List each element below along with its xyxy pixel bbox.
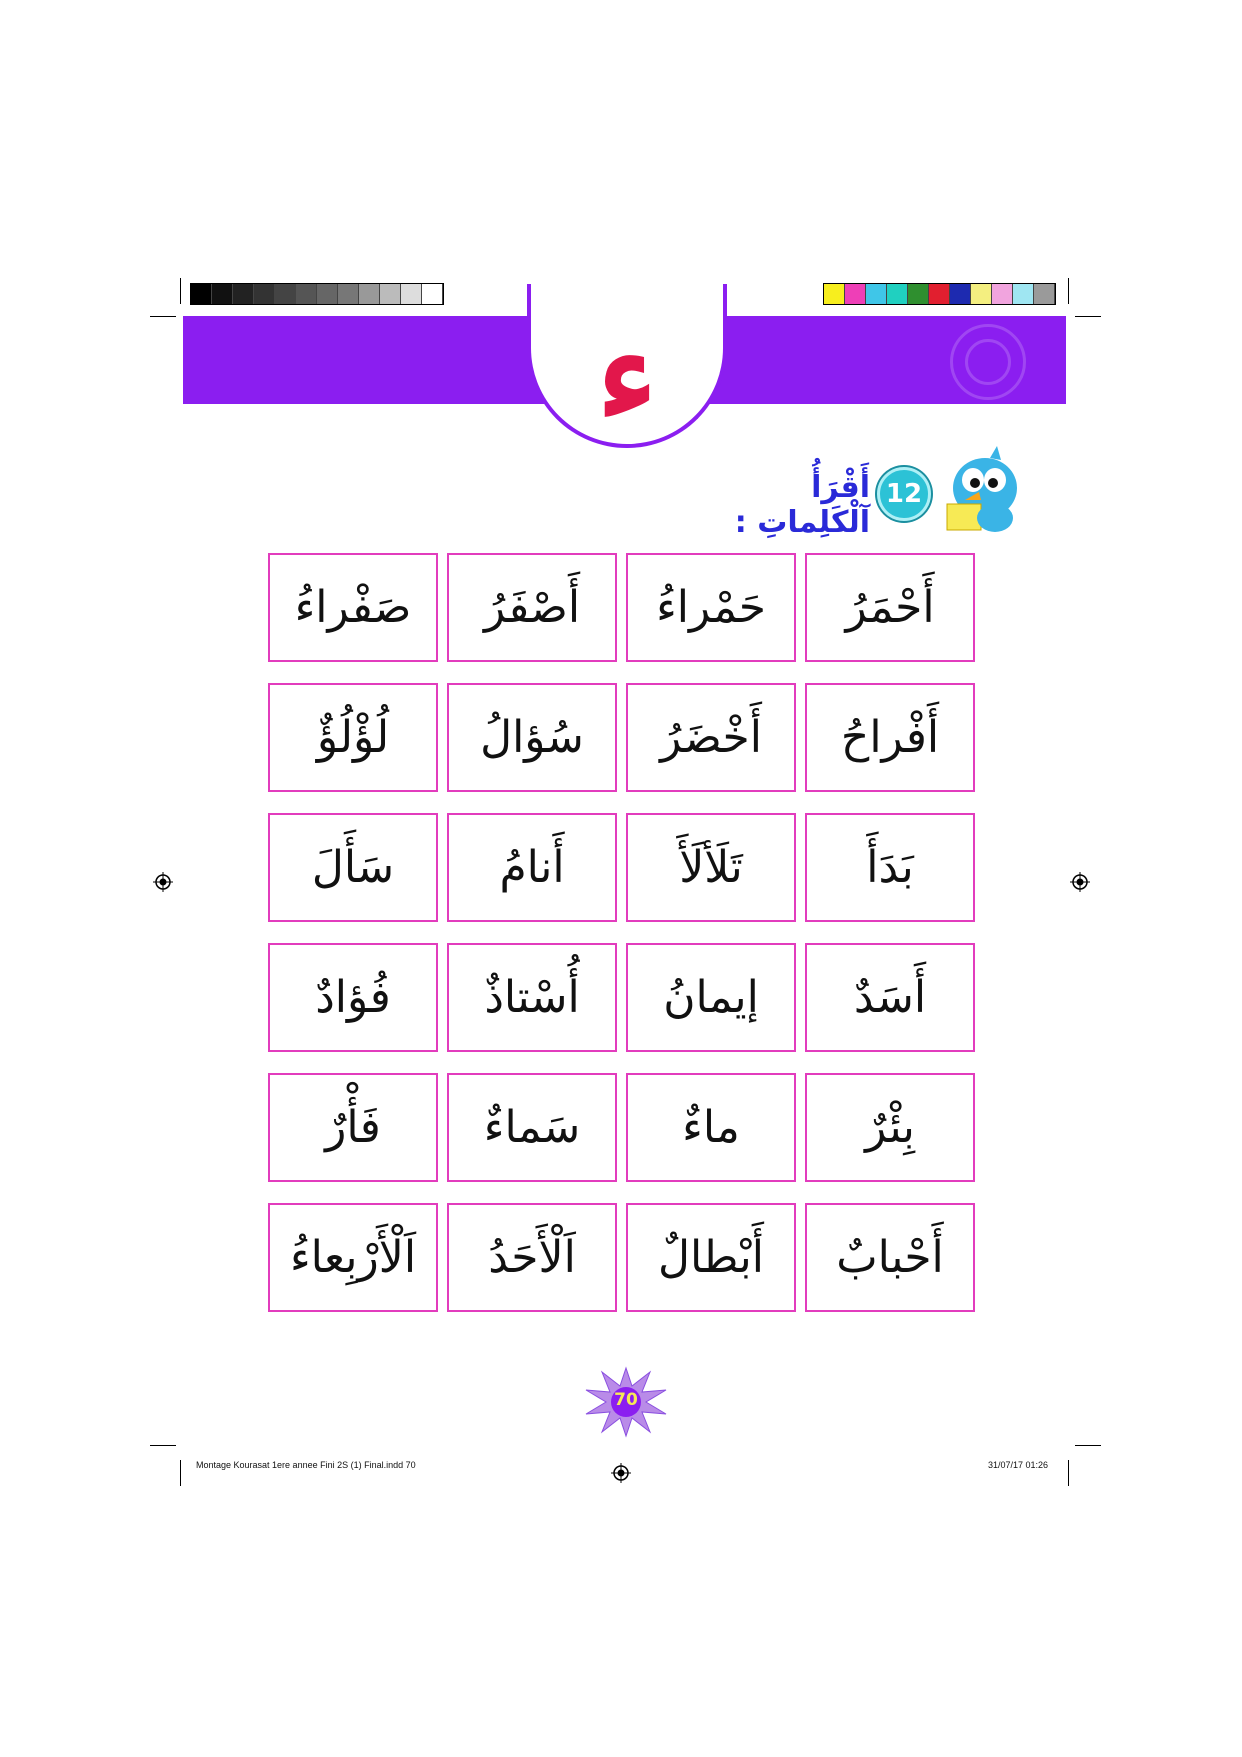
word-card: اَلْأَحَدُ xyxy=(447,1203,617,1312)
word-card: فُؤادٌ xyxy=(268,943,438,1052)
word-card: أَحْمَرُ xyxy=(805,553,975,662)
color-bar xyxy=(823,283,1056,305)
word-card: أُسْتاذٌ xyxy=(447,943,617,1052)
word-card: أَصْفَرُ xyxy=(447,553,617,662)
word-card: ماءٌ xyxy=(626,1073,796,1182)
word-card: بَدَأَ xyxy=(805,813,975,922)
word-card: اَلْأَرْبِعاءُ xyxy=(268,1203,438,1312)
word-card: سَأَلَ xyxy=(268,813,438,922)
word-card: إيمانُ xyxy=(626,943,796,1052)
word-card: أَسَدٌ xyxy=(805,943,975,1052)
footer-filename: Montage Kourasat 1ere annee Fini 2S (1) Final.indd 70 xyxy=(196,1460,416,1470)
word-card: أَنامُ xyxy=(447,813,617,922)
word-card: أَبْطالٌ xyxy=(626,1203,796,1312)
word-card: أَفْراحُ xyxy=(805,683,975,792)
word-card: حَمْراءُ xyxy=(626,553,796,662)
instruction-heading: أَقْرَأُ آلْكَلِماتِ : xyxy=(734,470,870,540)
word-card: أَحْبابٌ xyxy=(805,1203,975,1312)
word-card: تَلَألَأَ xyxy=(626,813,796,922)
word-card: سُؤالُ xyxy=(447,683,617,792)
crop-mark xyxy=(1075,316,1101,317)
registration-mark-icon xyxy=(611,1463,631,1483)
lesson-letter: ء xyxy=(596,298,658,451)
crop-mark xyxy=(180,1460,181,1486)
word-card: سَماءٌ xyxy=(447,1073,617,1182)
page-number: 70 xyxy=(614,1390,638,1410)
word-card: أَخْضَرُ xyxy=(626,683,796,792)
registration-mark-icon xyxy=(1070,872,1090,892)
crop-mark xyxy=(1068,278,1069,304)
grayscale-bar xyxy=(190,283,444,305)
footer-date: 31/07/17 01:26 xyxy=(988,1460,1049,1470)
word-card: لُؤْلُؤٌ xyxy=(268,683,438,792)
sun-swirl-decoration xyxy=(965,339,1011,385)
registration-mark-icon xyxy=(153,872,173,892)
exercise-number-badge: 12 xyxy=(877,467,931,521)
crop-mark xyxy=(1068,1460,1069,1486)
bird-reading-icon xyxy=(935,440,1023,540)
word-card: صَفْراءُ xyxy=(268,553,438,662)
crop-mark xyxy=(1075,1445,1101,1446)
crop-mark xyxy=(150,1445,176,1446)
word-card: بِئْرٌ xyxy=(805,1073,975,1182)
crop-mark xyxy=(180,278,181,304)
word-card: فَأْرٌ xyxy=(268,1073,438,1182)
crop-mark xyxy=(150,316,176,317)
